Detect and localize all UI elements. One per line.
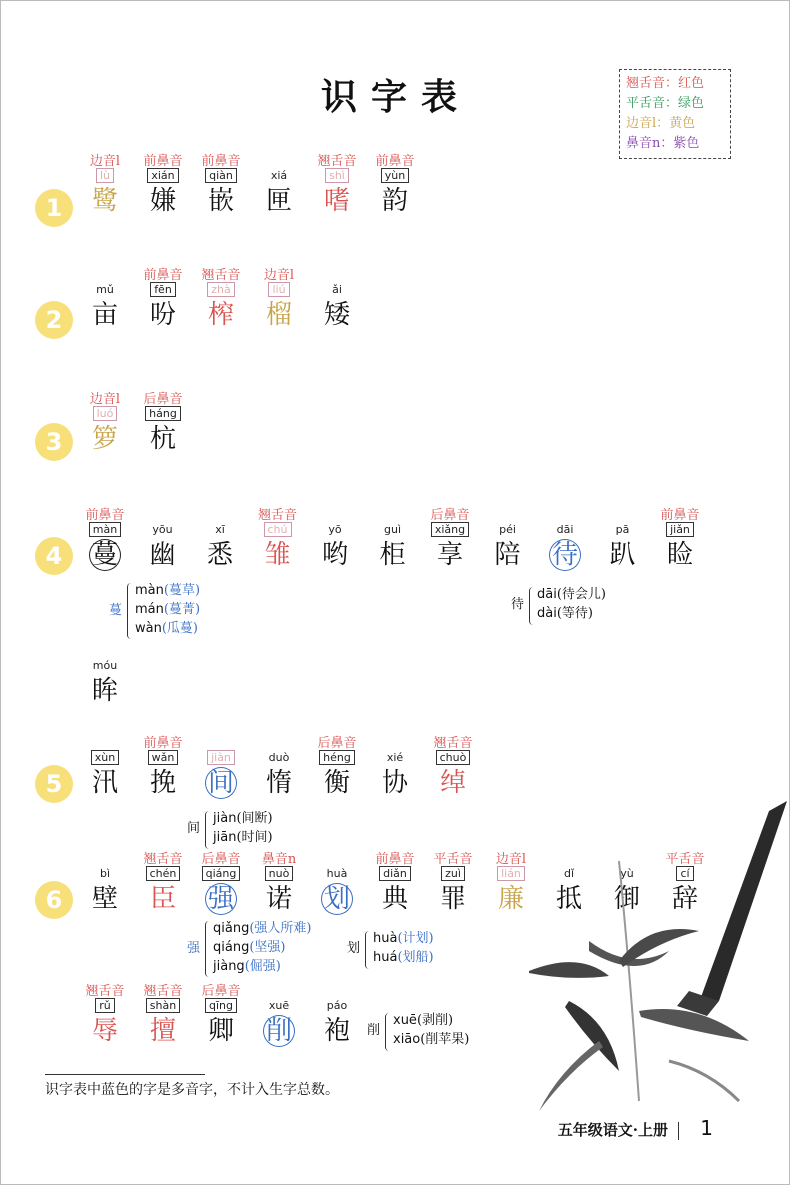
footer-book-title — [558, 1119, 689, 1140]
hanzi-character: 挽 — [149, 768, 176, 798]
hanzi-character: 罪 — [439, 884, 466, 914]
sound-category-label — [77, 737, 133, 751]
pinyin: xié — [386, 751, 404, 764]
character-entry — [251, 853, 307, 915]
character-entry — [309, 985, 365, 1047]
hanzi-character: 陪 — [494, 540, 521, 570]
pinyin: yù — [620, 867, 634, 880]
sound-category-label: 翘舌音 — [433, 736, 473, 751]
hanzi-character: 雏 — [264, 540, 291, 570]
brace — [365, 931, 373, 969]
reading-line: huà(计划) — [373, 931, 434, 946]
hanzi-character: 榨 — [207, 300, 234, 330]
character-entry — [309, 269, 365, 331]
sound-category-label — [77, 853, 133, 867]
character-entry — [251, 737, 307, 799]
hanzi-character: 协 — [381, 768, 408, 798]
hanzi-character: 嗜 — [323, 186, 350, 216]
pinyin: jiǎn — [652, 523, 708, 539]
pinyin: qīng — [193, 999, 249, 1015]
sound-category-label — [251, 985, 307, 999]
sound-category-label — [365, 509, 421, 523]
hanzi-character: 亩 — [91, 300, 118, 330]
sound-category-label — [192, 509, 248, 523]
hanzi-character: 趴 — [609, 540, 636, 570]
sound-category-label: 翘舌音 — [317, 154, 357, 169]
hanzi-character: 眸 — [91, 676, 118, 706]
character-entry — [77, 645, 133, 707]
sound-category-label — [537, 509, 593, 523]
character-entry — [193, 269, 249, 331]
section-number-4: 4 — [35, 537, 73, 575]
pinyin: dǐ — [563, 867, 575, 880]
hanzi-character: 御 — [613, 884, 640, 914]
sound-category-label: 后鼻音 — [201, 984, 241, 999]
reading-line: huá(划船) — [373, 950, 434, 965]
character-entry — [77, 269, 133, 331]
brace — [205, 811, 213, 849]
character-entry — [367, 853, 423, 915]
polyphone-head: 削 — [367, 1023, 381, 1038]
character-entry — [192, 509, 248, 571]
hanzi-character: 袍 — [323, 1016, 350, 1046]
sound-category-label — [480, 509, 536, 523]
brace — [205, 921, 213, 977]
pinyin: lián — [483, 867, 539, 883]
hanzi-character: 柜 — [379, 540, 406, 570]
pinyin: chén — [135, 867, 191, 883]
hanzi-character: 睑 — [666, 540, 693, 570]
reading-line: jiàn(间断) — [213, 811, 273, 826]
sound-category-label — [309, 853, 365, 867]
legend-item-lateral: 边音l：黄色 — [626, 116, 696, 131]
hanzi-character: 嫌 — [149, 186, 176, 216]
pinyin: shàn — [135, 999, 191, 1015]
character-entry — [77, 737, 133, 799]
reading-line: dāi(待会儿) — [537, 587, 606, 602]
character-entry — [77, 155, 133, 217]
section-number-1: 1 — [35, 189, 73, 227]
pinyin: lù — [77, 169, 133, 185]
hanzi-character: 汛 — [91, 768, 118, 798]
sound-category-label — [77, 269, 133, 283]
reading-line: xuē(剥削) — [393, 1013, 454, 1028]
footnote: 识字表中蓝色的字是多音字，不计入生字总数。 — [45, 1082, 339, 1098]
polyphone-note-man — [109, 581, 249, 641]
character-entry — [251, 269, 307, 331]
hanzi-character: 削 — [251, 1015, 307, 1047]
pinyin: yùn — [367, 169, 423, 185]
sound-category-label: 翘舌音 — [201, 268, 241, 283]
hanzi-character: 诺 — [265, 884, 292, 914]
sound-category-label: 边音l — [263, 268, 295, 283]
pinyin: dāi — [556, 523, 574, 536]
polyphone-head: 间 — [187, 821, 201, 836]
brace — [127, 583, 135, 639]
character-entry — [193, 155, 249, 217]
sound-category-label — [595, 509, 651, 523]
pinyin: diǎn — [367, 867, 423, 883]
sound-category-label — [309, 985, 365, 999]
pinyin: duò — [268, 751, 290, 764]
sound-category-label: 前鼻音 — [143, 154, 183, 169]
sound-category-label: 边音l — [495, 852, 527, 867]
pinyin: xián — [135, 169, 191, 185]
sound-category-label — [309, 269, 365, 283]
character-entry — [307, 509, 363, 571]
character-entry — [250, 509, 306, 571]
polyphone-note-qiang — [187, 919, 347, 979]
reading-line: dài(等待) — [537, 606, 593, 621]
hanzi-character: 卿 — [207, 1016, 234, 1046]
pinyin: ǎi — [332, 283, 342, 296]
pinyin: chú — [250, 523, 306, 539]
sound-category-label — [251, 155, 307, 169]
reading-line: jiàng(倔强) — [213, 959, 281, 974]
character-entry — [367, 737, 423, 799]
page-title: 识字表 — [320, 76, 471, 118]
sound-category-label: 翘舌音 — [143, 984, 183, 999]
hanzi-character: 杭 — [149, 424, 176, 454]
pinyin: fēn — [135, 283, 191, 299]
hanzi-character: 间 — [193, 767, 249, 799]
polyphone-head: 蔓 — [109, 603, 123, 618]
character-entry — [652, 509, 708, 571]
pinyin: zhà — [193, 283, 249, 299]
color-legend — [619, 69, 731, 159]
sound-category-label: 鼻音n — [261, 852, 297, 867]
footer-separator — [678, 1122, 679, 1140]
sound-category-label: 平舌音 — [665, 852, 705, 867]
character-entry — [309, 853, 365, 915]
hanzi-character: 蔓 — [77, 539, 133, 571]
pinyin: qiáng — [193, 867, 249, 883]
sound-category-label: 翘舌音 — [143, 852, 183, 867]
pinyin: jiàn — [193, 751, 249, 767]
character-entry — [425, 737, 481, 799]
sound-category-label: 平舌音 — [433, 852, 473, 867]
pinyin: héng — [309, 751, 365, 767]
sound-category-label: 后鼻音 — [201, 852, 241, 867]
section-number-5: 5 — [35, 765, 73, 803]
sound-category-label: 前鼻音 — [143, 736, 183, 751]
character-entry — [193, 985, 249, 1047]
sound-category-label — [135, 509, 191, 523]
sound-category-label — [251, 737, 307, 751]
pinyin: yō — [328, 523, 342, 536]
character-entry — [135, 509, 191, 571]
sound-category-label: 翘舌音 — [85, 984, 125, 999]
character-entry — [367, 155, 423, 217]
hanzi-character: 绰 — [439, 768, 466, 798]
sound-category-label: 前鼻音 — [85, 508, 125, 523]
hanzi-character: 待 — [537, 539, 593, 571]
sound-category-label: 前鼻音 — [660, 508, 700, 523]
hanzi-character: 廉 — [497, 884, 524, 914]
character-entry — [365, 509, 421, 571]
sound-category-label: 边音l — [89, 392, 121, 407]
character-entry — [135, 393, 191, 455]
character-entry — [77, 985, 133, 1047]
reading-line: màn(蔓草) — [135, 583, 201, 598]
character-entry — [135, 853, 191, 915]
hanzi-character: 典 — [381, 884, 408, 914]
pinyin: péi — [499, 523, 516, 536]
sound-category-label: 前鼻音 — [375, 852, 415, 867]
page-number: 1 — [700, 1116, 713, 1140]
hanzi-character: 抵 — [555, 884, 582, 914]
section-number-6: 6 — [35, 881, 73, 919]
sound-category-label: 后鼻音 — [143, 392, 183, 407]
reading-line: mán(蔓菁) — [135, 602, 201, 617]
character-entry — [135, 155, 191, 217]
book-title: 五年级语文·上册 — [557, 1121, 668, 1139]
character-entry — [77, 853, 133, 915]
character-entry — [537, 509, 593, 571]
legend-item-nasal: 鼻音n：紫色 — [626, 136, 700, 151]
character-entry — [595, 509, 651, 571]
hanzi-character: 哟 — [321, 540, 348, 570]
hanzi-character: 韵 — [381, 186, 408, 216]
polyphone-note-dai — [511, 585, 651, 627]
sound-category-label — [193, 737, 249, 751]
pinyin: xiǎng — [422, 523, 478, 539]
pinyin: shì — [309, 169, 365, 185]
section-number-2: 2 — [35, 301, 73, 339]
hanzi-character: 吩 — [149, 300, 176, 330]
pinyin: xùn — [77, 751, 133, 767]
pinyin: cí — [657, 867, 713, 883]
hanzi-character: 享 — [436, 540, 463, 570]
hanzi-character: 强 — [193, 883, 249, 915]
footnote-divider — [45, 1074, 205, 1075]
pinyin: mǔ — [96, 283, 114, 296]
brace — [385, 1013, 393, 1051]
character-entry — [135, 269, 191, 331]
sound-category-label — [77, 645, 133, 659]
pinyin: huà — [326, 867, 348, 880]
pinyin: guì — [383, 523, 401, 536]
hanzi-character: 惰 — [265, 768, 292, 798]
hanzi-character: 划 — [309, 883, 365, 915]
reading-line: wàn(瓜蔓) — [135, 621, 198, 636]
character-entry — [135, 737, 191, 799]
hanzi-character: 辞 — [671, 884, 698, 914]
pinyin: páo — [326, 999, 348, 1012]
hanzi-character: 擅 — [149, 1016, 176, 1046]
sound-category-label: 后鼻音 — [317, 736, 357, 751]
hanzi-character: 辱 — [91, 1016, 118, 1046]
ink-bamboo-illustration — [469, 801, 789, 1161]
legend-item-retroflex: 翘舌音：红色 — [626, 76, 705, 91]
pinyin: màn — [77, 523, 133, 539]
hanzi-character: 箩 — [91, 424, 118, 454]
pinyin: wǎn — [135, 751, 191, 767]
hanzi-character: 矮 — [323, 300, 350, 330]
character-entry — [480, 509, 536, 571]
character-entry — [251, 155, 307, 217]
character-entry — [193, 853, 249, 915]
character-entry — [77, 509, 133, 571]
reading-line: qiǎng(强人所难) — [213, 921, 312, 936]
pinyin: zuì — [425, 867, 481, 883]
character-entry — [309, 155, 365, 217]
section-number-3: 3 — [35, 423, 73, 461]
hanzi-character: 匣 — [265, 186, 292, 216]
character-entry — [135, 985, 191, 1047]
polyphone-head: 强 — [187, 941, 201, 956]
pinyin: pā — [615, 523, 630, 536]
reading-line: jiān(时间) — [213, 830, 273, 845]
hanzi-character: 壁 — [91, 884, 118, 914]
pinyin: luó — [77, 407, 133, 423]
polyphone-note-jian — [187, 809, 327, 851]
sound-category-label: 前鼻音 — [143, 268, 183, 283]
pinyin: háng — [135, 407, 191, 423]
hanzi-character: 衡 — [323, 768, 350, 798]
character-entry — [251, 985, 307, 1047]
pinyin: bì — [99, 867, 111, 880]
sound-category-label — [307, 509, 363, 523]
pinyin: chuò — [425, 751, 481, 767]
sound-category-label: 翘舌音 — [257, 508, 297, 523]
sound-category-label: 前鼻音 — [375, 154, 415, 169]
polyphone-head: 待 — [511, 597, 525, 612]
hanzi-character: 幽 — [149, 540, 176, 570]
polyphone-head: 划 — [347, 941, 361, 956]
pinyin: nuò — [251, 867, 307, 883]
reading-line: xiāo(削苹果) — [393, 1032, 470, 1047]
hanzi-character: 榴 — [265, 300, 292, 330]
pinyin: móu — [92, 659, 118, 672]
hanzi-character: 悉 — [206, 540, 233, 570]
sound-category-label — [367, 737, 423, 751]
hanzi-character: 嵌 — [207, 186, 234, 216]
pinyin: xuē — [268, 999, 290, 1012]
character-entry — [193, 737, 249, 799]
brace — [529, 587, 537, 625]
pinyin: xī — [215, 523, 225, 536]
hanzi-character: 鹭 — [91, 186, 118, 216]
hanzi-character: 臣 — [149, 884, 176, 914]
pinyin: xiá — [270, 169, 288, 182]
pinyin: liú — [251, 283, 307, 299]
pinyin: yōu — [152, 523, 173, 536]
sound-category-label: 前鼻音 — [201, 154, 241, 169]
legend-item-flat: 平舌音：绿色 — [626, 96, 705, 111]
sound-category-label: 边音l — [89, 154, 121, 169]
sound-category-label: 后鼻音 — [430, 508, 470, 523]
reading-line: qiáng(坚强) — [213, 940, 286, 955]
character-entry — [309, 737, 365, 799]
pinyin: rǔ — [77, 999, 133, 1015]
pinyin: qiàn — [193, 169, 249, 185]
character-entry — [422, 509, 478, 571]
character-entry — [77, 393, 133, 455]
polyphone-note-hua — [347, 929, 467, 971]
